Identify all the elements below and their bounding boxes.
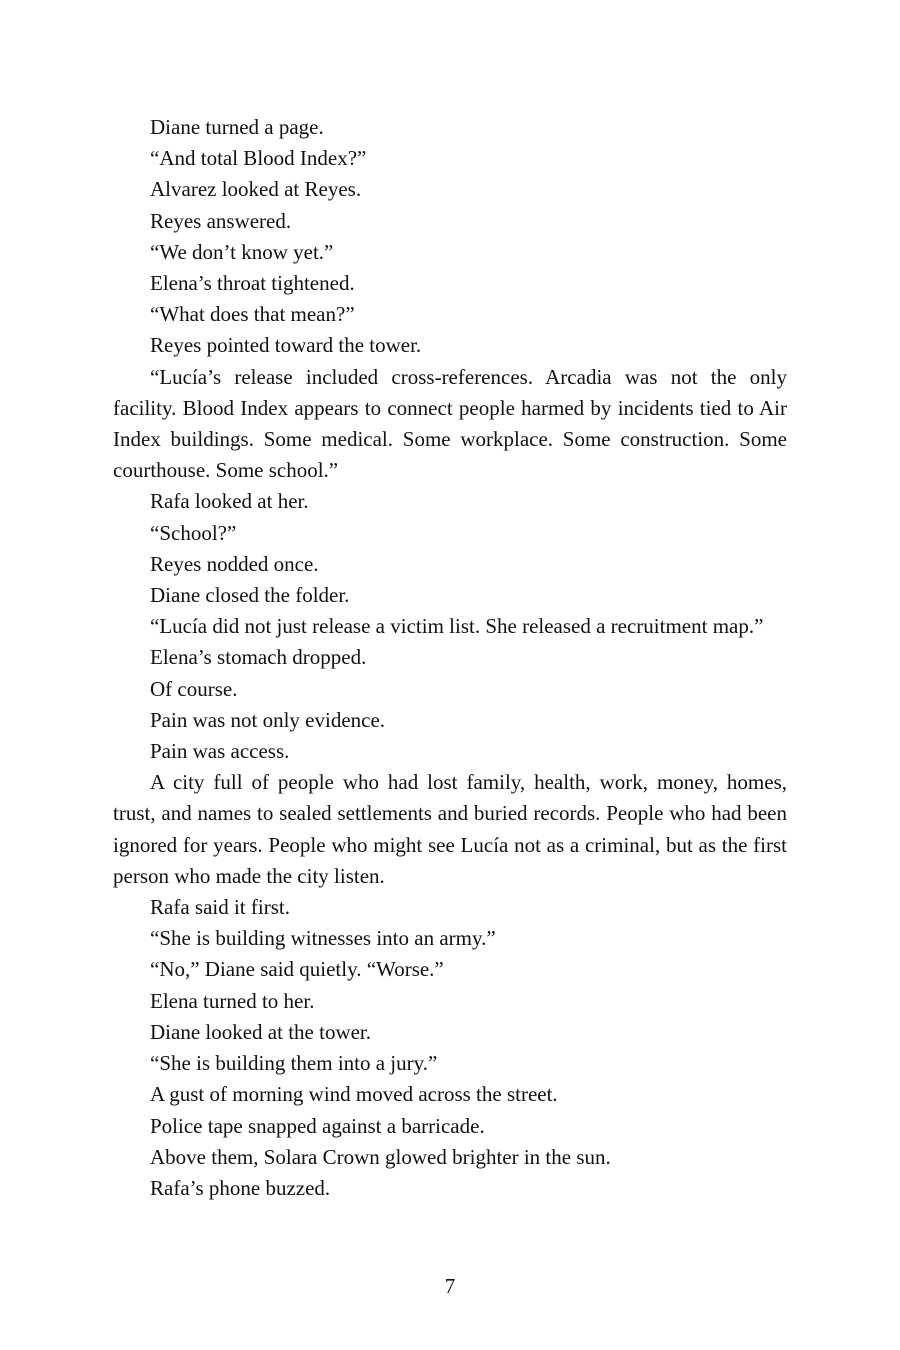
paragraph: Alvarez looked at Reyes. — [150, 177, 362, 202]
paragraph: Reyes pointed toward the tower. — [150, 333, 422, 358]
paragraph: Elena’s stomach dropped. — [150, 645, 367, 670]
paragraph: Reyes answered. — [150, 208, 292, 233]
paragraph: Pain was not only evidence. — [150, 707, 386, 732]
paragraph: Rafa’s phone buzzed. — [150, 1175, 331, 1200]
paragraph: “She is building them into a jury.” — [150, 1051, 438, 1076]
paragraph: Diane turned a page. — [150, 115, 324, 139]
paragraph: A gust of morning wind moved across the street. — [150, 1082, 558, 1107]
paragraph: “No,” Diane said quietly. “Worse.” — [150, 957, 444, 982]
paragraph: “Lucía did not just release a victim list. She released a recruitment map.” — [150, 614, 764, 639]
paragraph: Above them, Solara Crown glowed brighter in the sun. — [150, 1144, 611, 1169]
paragraph: Rafa looked at her. — [150, 489, 309, 514]
paragraph: Rafa said it first. — [150, 895, 290, 920]
paragraph: “Lucía’s release included cross-references. Arcadia was not the only facility. Blood Index appears to connect people harmed by incidents tied to Air Index buildings. Some medical. Some workplace. Some construction. Some courthouse. Some school.” — [113, 364, 787, 483]
paragraph: “She is building witnesses into an army.” — [150, 926, 496, 951]
page-number: 7 — [444, 1274, 456, 1298]
paragraph: “And total Blood Index?” — [150, 146, 367, 171]
body-text — [113, 112, 787, 1204]
paragraph: “What does that mean?” — [150, 302, 355, 327]
paragraph: Elena’s throat tightened. — [150, 271, 355, 296]
paragraph: Police tape snapped against a barricade. — [150, 1113, 485, 1138]
paragraph: Elena turned to her. — [150, 988, 315, 1013]
paragraph: Pain was access. — [150, 739, 290, 764]
paragraph: Diane closed the folder. — [150, 583, 350, 608]
paragraph: “We don’t know yet.” — [150, 239, 334, 264]
paragraph: Reyes nodded once. — [150, 551, 319, 576]
paragraph: Diane looked at the tower. — [150, 1019, 372, 1044]
paragraph: “School?” — [150, 520, 237, 545]
paragraph: A city full of people who had lost family, health, work, money, homes, trust, and names to sealed settlements and buried records. People who had been ignored for years. People who might see Lucía not as a criminal, but as the first person who made the city listen. — [113, 770, 787, 888]
paragraph: Of course. — [150, 676, 238, 701]
